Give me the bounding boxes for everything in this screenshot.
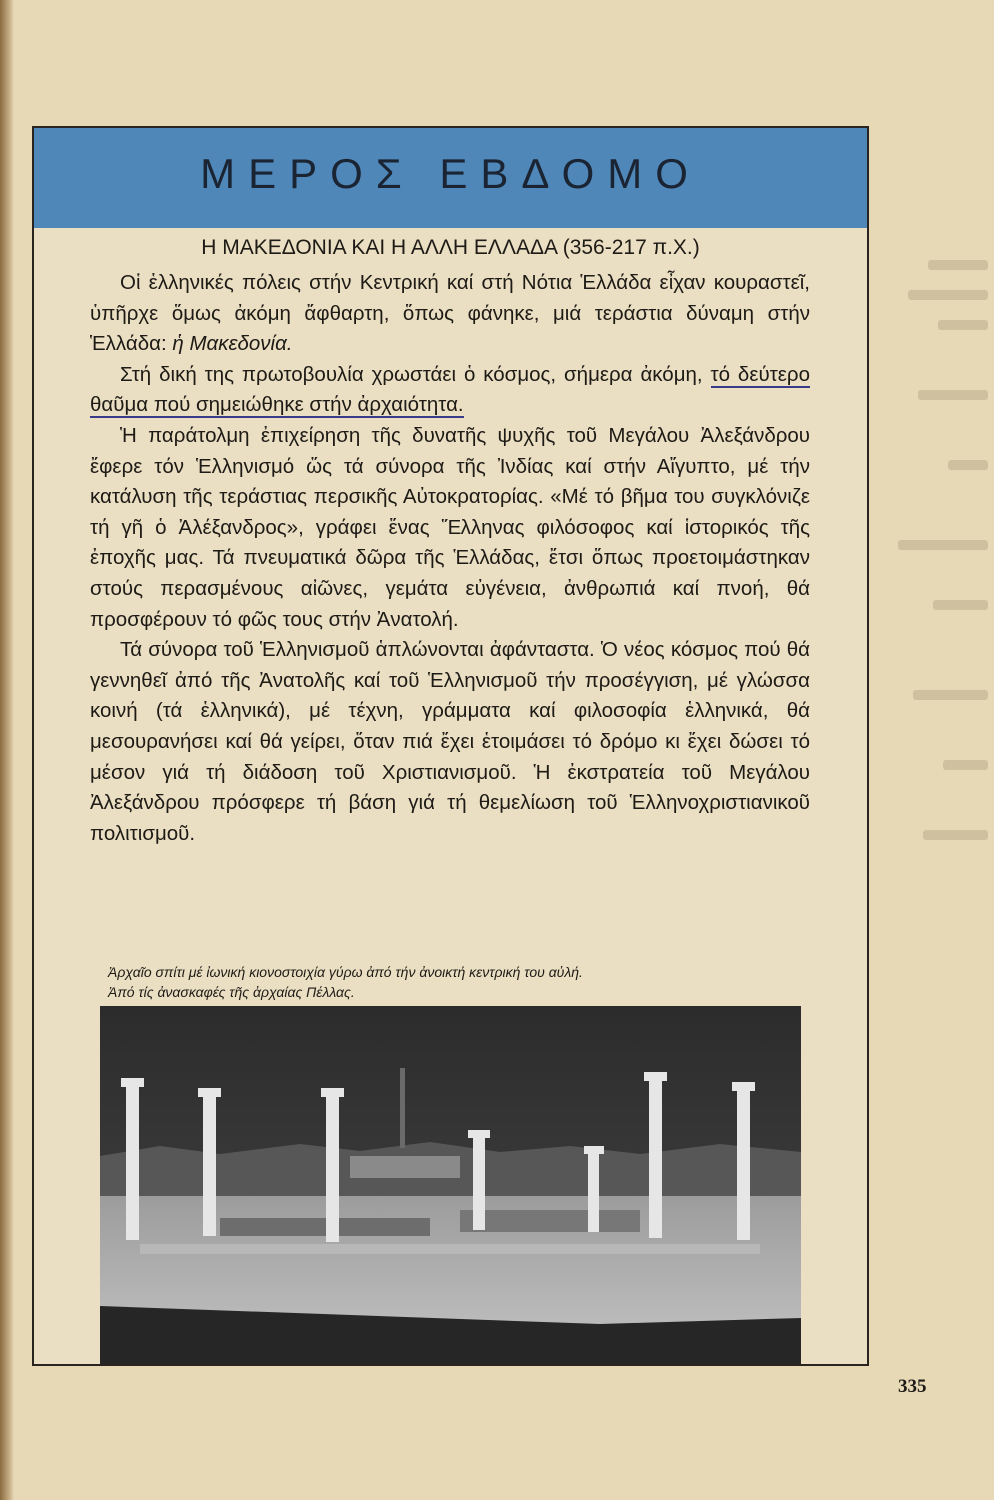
part-title: ΜΕΡΟΣ ΕΒΔΟΜΟ [200, 150, 701, 197]
body-text [90, 268, 810, 849]
book-spine-shadow [0, 0, 14, 1500]
paragraph-1-emphasis: ἡ Μακεδονία. [172, 332, 293, 356]
paragraph-1 [90, 268, 810, 360]
caption-line-2: Ἀπό τίς ἀνασκαφές τῆς ἀρχαίας Πέλλας. [108, 984, 355, 1000]
part-banner [34, 128, 867, 228]
paragraph-1-text: Οἱ ἑλληνικές πόλεις στήν Κεντρική καί στή Νότια Ἑλλάδα εἶχαν κουραστεῖ, ὑπῆρχε ὅμως ἀκόμη ἄφθαρτη, ὅπως φάνηκε, μιά τεράστια δύναμη στήν Ἑλλάδα: [90, 271, 810, 356]
paragraph-3: Ἡ παράτολμη ἐπιχείρηση τῆς δυνατῆς ψυχῆς τοῦ Μεγάλου Ἀλεξάνδρου ἔφερε τόν Ἑλληνισμό ὥς τά σύνορα τῆς Ἰνδίας καί στήν Αἴγυπτο, μέ τήν κατάλυση τῆς τεράστιας περσικῆς Αὐτοκρατορίας. «Μέ τό βῆμα του συγκλόνιζε τή γῆ ὁ Ἀλέξανδρος», γράφει ἕνας Ἕλληνας φιλόσοφος καί ἱστορικός τῆς ἐποχῆς μας. Τά πνευματικά δῶρα τῆς Ἑλλάδας, ἔτσι ὅπως προετοιμάστηκαν στούς περασμένους αἰῶνες, γεμάτα εὐγένεια, ἀνθρωπιά καί πνοή, θά προσφέρουν τό φῶς τους στήν Ἀνατολή. [90, 423, 810, 631]
caption-line-1: Ἀρχαῖο σπίτι μέ ἰωνική κιονοστοιχία γύρω ἀπό τήν ἀνοικτή κεντρική του αὐλή. [108, 964, 583, 980]
paragraph-4: Τά σύνορα τοῦ Ἑλληνισμοῦ ἁπλώνονται ἀφάνταστα. Ὁ νέος κόσμος πού θά γεννηθεῖ ἀπό τῆς Ἀνατολῆς καί τοῦ Ἑλληνισμοῦ τήν προσέγγιση, μέ γλώσσα κοινή (τά ἑλληνικά), μέ τέχνη, γράμματα καί φιλοσοφία ἑλληνικά, θά μεσουρανήσει καί θά γείρει, ὅταν πιά ἔχει ἑτοιμάσει τό δρόμο κι ἔχει δώσει τό μέσον γιά τή διάδοση τοῦ Χριστιανισμοῦ. Ἡ ἐκστρατεία τοῦ Μεγάλου Ἀλεξάνδρου πρόσφερε τή βάση γιά τή θεμελίωση τοῦ Ἑλληνοχριστιανικοῦ πολιτισμοῦ. [90, 638, 810, 845]
pella-house-photo [100, 1006, 801, 1366]
paragraph-2 [90, 360, 810, 421]
underlined-phrase: τό δεύτερο θαῦμα πού σημειώθηκε στήν ἀρχαιότητα. [90, 362, 810, 417]
photo-caption [108, 962, 808, 1002]
ruins-photo-illustration [100, 1006, 801, 1366]
paragraph-2-text: Στή δική της πρωτοβουλία χρωστάει ὁ κόσμος, σήμερα ἀκόμη, [120, 362, 711, 386]
facing-page-bleed-through [874, 0, 994, 1000]
page-number: 335 [898, 1376, 927, 1397]
chapter-subtitle: Η ΜΑΚΕΔΟΝΙΑ ΚΑΙ Η ΑΛΛΗ ΕΛΛΑΔΑ (356-217 π.Χ.) [201, 236, 700, 259]
chapter-box [32, 126, 869, 1366]
